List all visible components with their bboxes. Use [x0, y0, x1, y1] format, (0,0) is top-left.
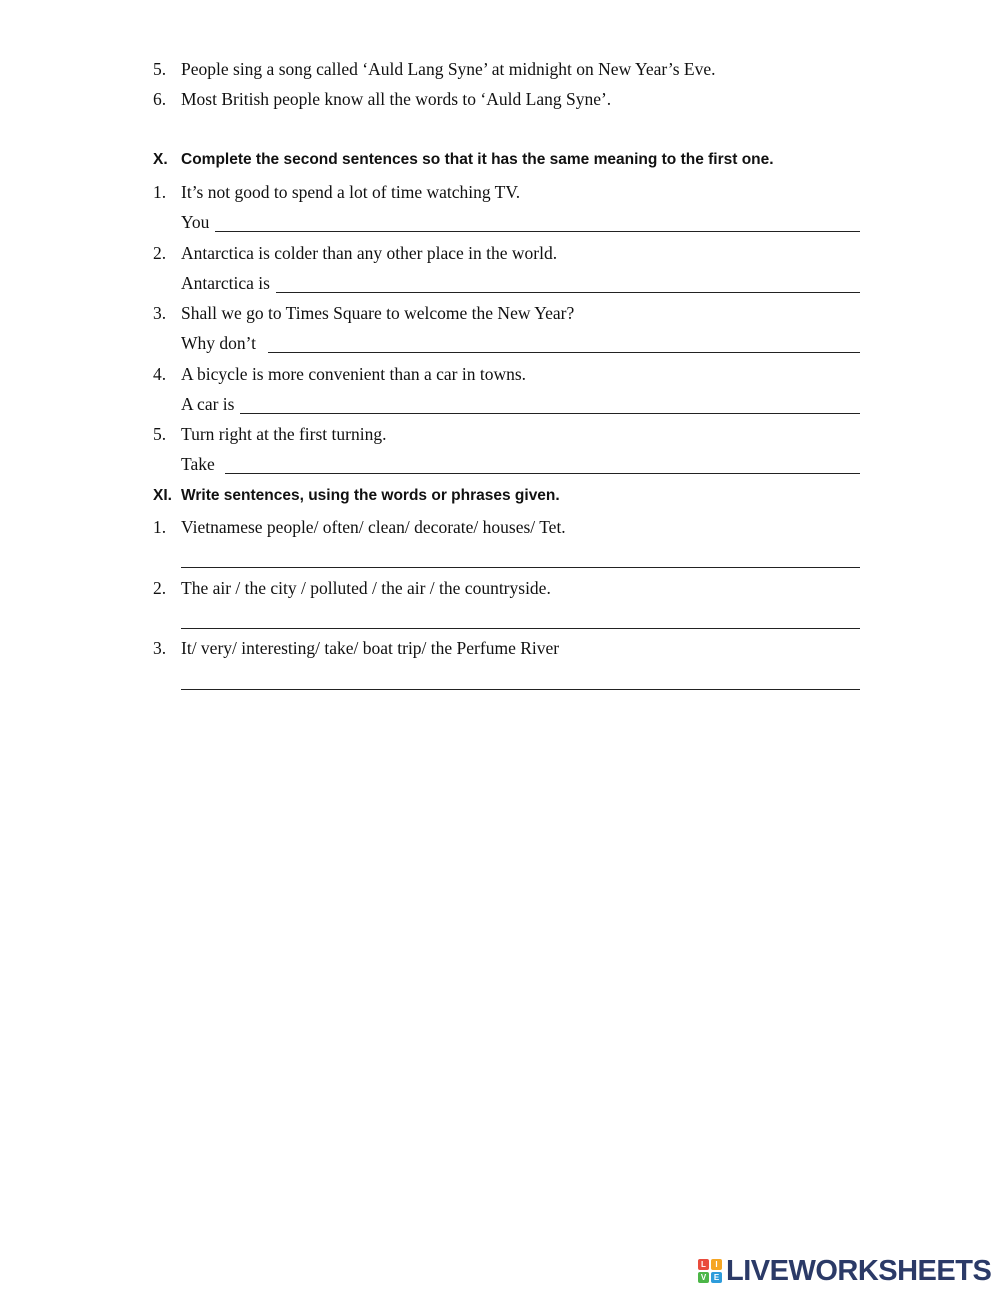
- answer-prefix: A car is: [181, 394, 235, 414]
- item-text: Most British people know all the words to ‘Auld Lang Syne’.: [181, 89, 612, 109]
- answer-blank[interactable]: [240, 397, 860, 414]
- xi-answer-1[interactable]: [181, 547, 860, 569]
- logo-mark-tile: V: [698, 1272, 709, 1283]
- item-number: 4.: [153, 364, 167, 384]
- x-answer-3[interactable]: [181, 332, 860, 354]
- item-text: People sing a song called ‘Auld Lang Syne’ at midnight on New Year’s Eve.: [181, 59, 716, 79]
- item-number: 1.: [153, 517, 167, 537]
- answer-blank[interactable]: [181, 551, 860, 568]
- item-number: 3.: [153, 303, 167, 323]
- logo-mark-icon: [698, 1259, 722, 1283]
- item-text: Turn right at the first turning.: [181, 424, 387, 444]
- section-title: Write sentences, using the words or phrases given.: [181, 487, 560, 504]
- section-number: XI.: [153, 487, 172, 504]
- answer-blank[interactable]: [215, 215, 860, 232]
- item-number: 2.: [153, 578, 167, 598]
- logo-mark-tile: E: [711, 1272, 722, 1283]
- section-xi-heading: [153, 486, 560, 506]
- item-number: 2.: [153, 243, 167, 263]
- item-text: The air / the city / polluted / the air / the countryside.: [181, 578, 551, 598]
- answer-prefix: Take: [181, 454, 215, 474]
- x-answer-2[interactable]: [181, 272, 860, 294]
- item-text: Shall we go to Times Square to welcome the New Year?: [181, 303, 575, 323]
- xi-answer-2[interactable]: [181, 608, 860, 630]
- item-number: 5.: [153, 424, 167, 444]
- item-number: 3.: [153, 638, 167, 658]
- item-number: 5.: [153, 59, 167, 79]
- answer-blank[interactable]: [225, 457, 860, 474]
- item-text: A bicycle is more convenient than a car in towns.: [181, 364, 527, 384]
- answer-blank[interactable]: [268, 336, 860, 353]
- answer-prefix: Antarctica is: [181, 273, 270, 293]
- item-number: 1.: [153, 182, 167, 202]
- logo-mark-tile: L: [698, 1259, 709, 1270]
- section-number: X.: [153, 151, 168, 168]
- answer-blank[interactable]: [181, 612, 860, 629]
- logo-mark-tile: I: [711, 1259, 722, 1270]
- section-x-heading: [153, 150, 774, 170]
- xi-answer-3[interactable]: [181, 669, 860, 691]
- liveworksheets-logo: [698, 1256, 991, 1286]
- x-answer-5[interactable]: [181, 453, 860, 475]
- x-answer-1[interactable]: [181, 211, 860, 233]
- section-title: Complete the second sentences so that it has the same meaning to the first one.: [181, 151, 774, 168]
- item-text: It/ very/ interesting/ take/ boat trip/ the Perfume River: [181, 638, 560, 658]
- item-number: 6.: [153, 89, 167, 109]
- item-text: Antarctica is colder than any other place in the world.: [181, 243, 558, 263]
- item-text: Vietnamese people/ often/ clean/ decorate/ houses/ Tet.: [181, 517, 566, 537]
- answer-prefix: Why don’t: [181, 333, 257, 353]
- item-text: It’s not good to spend a lot of time watching TV.: [181, 182, 521, 202]
- logo-text: LIVEWORKSHEETS: [726, 1255, 992, 1287]
- answer-blank[interactable]: [181, 673, 860, 690]
- answer-blank[interactable]: [276, 276, 860, 293]
- x-answer-4[interactable]: [181, 393, 860, 415]
- answer-prefix: You: [181, 212, 210, 232]
